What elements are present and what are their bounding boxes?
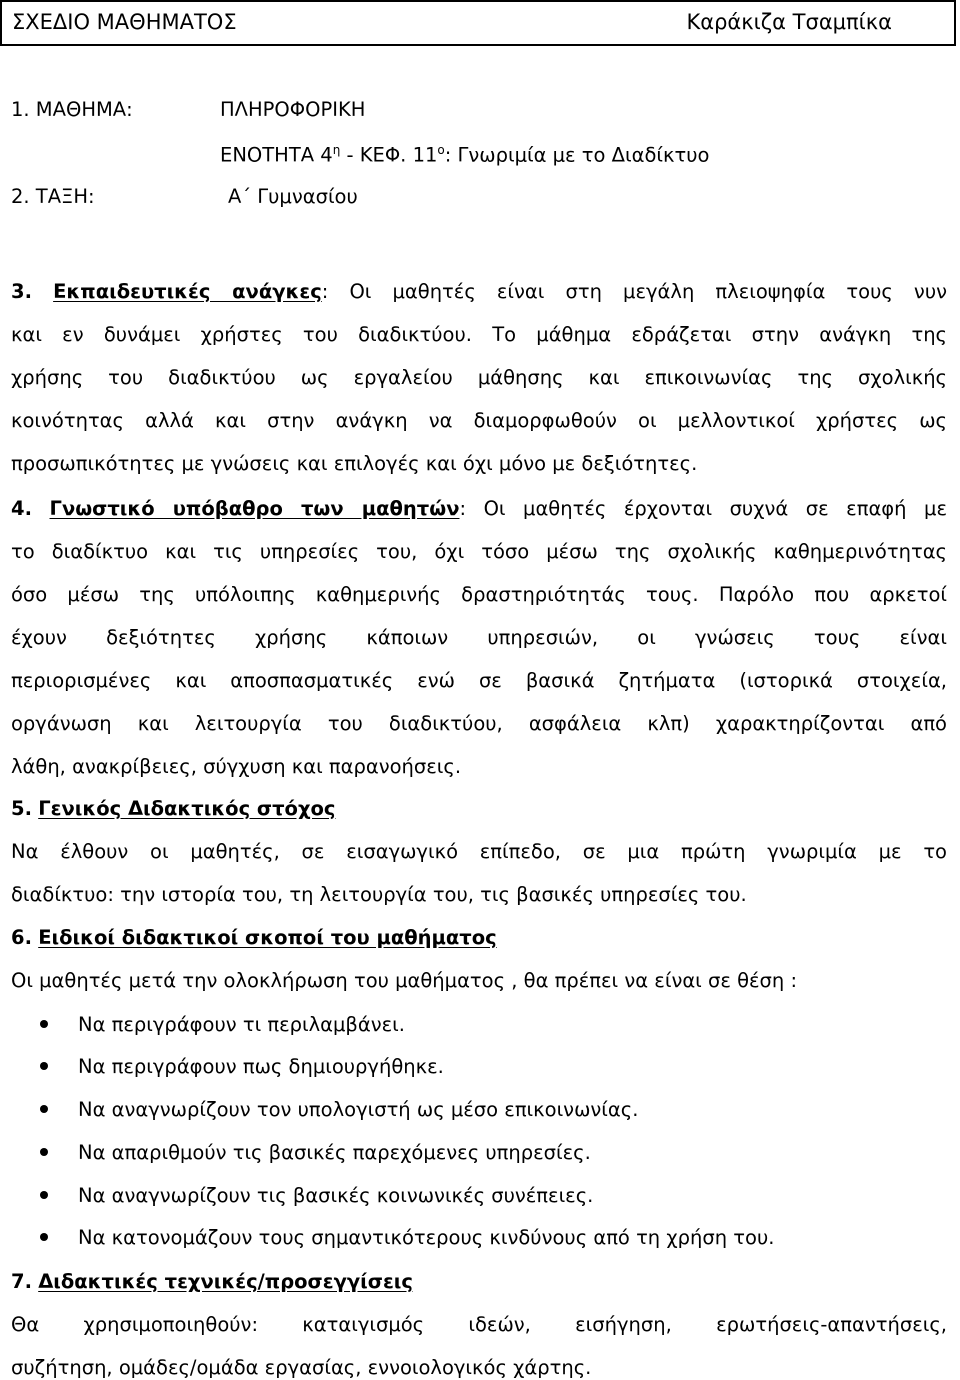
- bullet-icon: [40, 1105, 48, 1113]
- section5-heading: Γενικός Διδακτικός στόχος: [38, 797, 336, 820]
- unit-prefix: ΕΝΟΤΗΤΑ 4: [220, 143, 333, 167]
- document-title: ΣΧΕΔΙΟ ΜΑΘΗΜΑΤΟΣ: [12, 10, 237, 34]
- bullet-icon: [40, 1020, 48, 1028]
- unit-line: [220, 143, 709, 167]
- section3-line-4: κοινότητας αλλά και στην ανάγκη να διαμορφωθούν οι μελλοντικοί χρήστες ως: [11, 409, 947, 432]
- lesson-label: 1. ΜΑΘΗΜΑ:: [11, 98, 133, 121]
- section4-line-6: οργάνωση και λειτουργία του διαδικτύου, ασφάλεια κλπ) χαρακτηρίζονται από: [11, 712, 947, 735]
- section6-number: 6.: [11, 926, 32, 949]
- bullet-icon: [40, 1191, 48, 1199]
- section3-line-5: προσωπικότητες με γνώσεις και επιλογές και όχι μόνο με δεξιότητες.: [11, 452, 698, 475]
- section5-line-2: διαδίκτυο: την ιστορία του, τη λειτουργία του, τις βασικές υπηρεσίες του.: [11, 883, 747, 906]
- bullet-icon: [40, 1233, 48, 1241]
- section4-line-7: λάθη, ανακρίβειες, σύγχυση και παρανοήσεις.: [11, 755, 462, 778]
- section3-heading: Εκπαιδευτικές ανάγκες: [53, 280, 322, 303]
- lesson-value: ΠΛΗΡΟΦΟΡΙΚΗ: [220, 98, 366, 121]
- section3-line-3: χρήσης του διαδικτύου ως εργαλείου μάθησης και επικοινωνίας της σχολικής: [11, 366, 947, 389]
- section7-number: 7.: [11, 1270, 32, 1293]
- section3-line-2: και εν δυνάμει χρήστες του διαδικτύου. Το μάθημα εδράζεται στην ανάγκη της: [11, 323, 947, 346]
- section5-line-1: Να έλθουν οι μαθητές, σε εισαγωγικό επίπεδο, σε μια πρώτη γνωριμία με το: [11, 840, 947, 863]
- document-author: Καράκιζα Τσαμπίκα: [686, 10, 892, 34]
- bullet-icon: [40, 1062, 48, 1070]
- section7-line-2: συζήτηση, ομάδες/ομάδα εργασίας, εννοιολογικός χάρτης.: [11, 1356, 592, 1379]
- document-header: [0, 0, 956, 46]
- section7-heading: Διδακτικές τεχνικές/προσεγγίσεις: [38, 1270, 413, 1293]
- class-label: 2. ΤΑΞΗ:: [11, 185, 95, 208]
- section4-line-1: 4. Γνωστικό υπόβαθρο των μαθητών: Οι μαθητές έρχονται συχνά σε επαφή με: [11, 497, 948, 520]
- section4-line-2: το διαδίκτυο και τις υπηρεσίες του, όχι τόσο μέσω της σχολικής καθημερινότητας: [11, 540, 947, 563]
- unit-sup2: ο: [437, 143, 445, 157]
- unit-sup: η: [332, 143, 341, 157]
- section3-line-1: 3. Εκπαιδευτικές ανάγκες: Οι μαθητές είναι στη μεγάλη πλειοψηφία τους νυν: [11, 280, 947, 303]
- class-value: Α΄ Γυμνασίου: [228, 185, 358, 208]
- section4-line-4: έχουν δεξιότητες χρήσης κάποιων υπηρεσιών, οι γνώσεις τους είναι: [11, 626, 947, 649]
- section6-heading-line: [11, 926, 497, 949]
- section6-intro: Οι μαθητές μετά την ολοκλήρωση του μαθήματος , θα πρέπει να είναι σε θέση :: [11, 969, 798, 992]
- section4-heading: Γνωστικό υπόβαθρο των μαθητών: [49, 497, 460, 520]
- section3-number: 3.: [11, 280, 32, 303]
- section7-line-1: Θα χρησιμοποιηθούν: καταιγισμός ιδεών, εισήγηση, ερωτήσεις-απαντήσεις,: [11, 1313, 947, 1336]
- bullet-icon: [40, 1148, 48, 1156]
- section5-number: 5.: [11, 797, 32, 820]
- unit-suffix: : Γνωριμία με το Διαδίκτυο: [444, 143, 710, 167]
- section7-heading-line: [11, 1270, 413, 1293]
- section6-heading: Ειδικοί διδακτικοί σκοποί του μαθήματος: [38, 926, 497, 949]
- section4-number: 4.: [11, 497, 32, 520]
- unit-mid: - ΚΕΦ. 11: [340, 143, 438, 167]
- section4-line-3: όσο μέσω της υπόλοιπης καθημερινής δραστηριότητάς τους. Παρόλο που αρκετοί: [11, 583, 947, 606]
- section4-line-5: περιορισμένες και αποσπασματικές ενώ σε βασικά ζητήματα (ιστορικά στοιχεία,: [11, 669, 947, 692]
- section5-heading-line: [11, 797, 336, 820]
